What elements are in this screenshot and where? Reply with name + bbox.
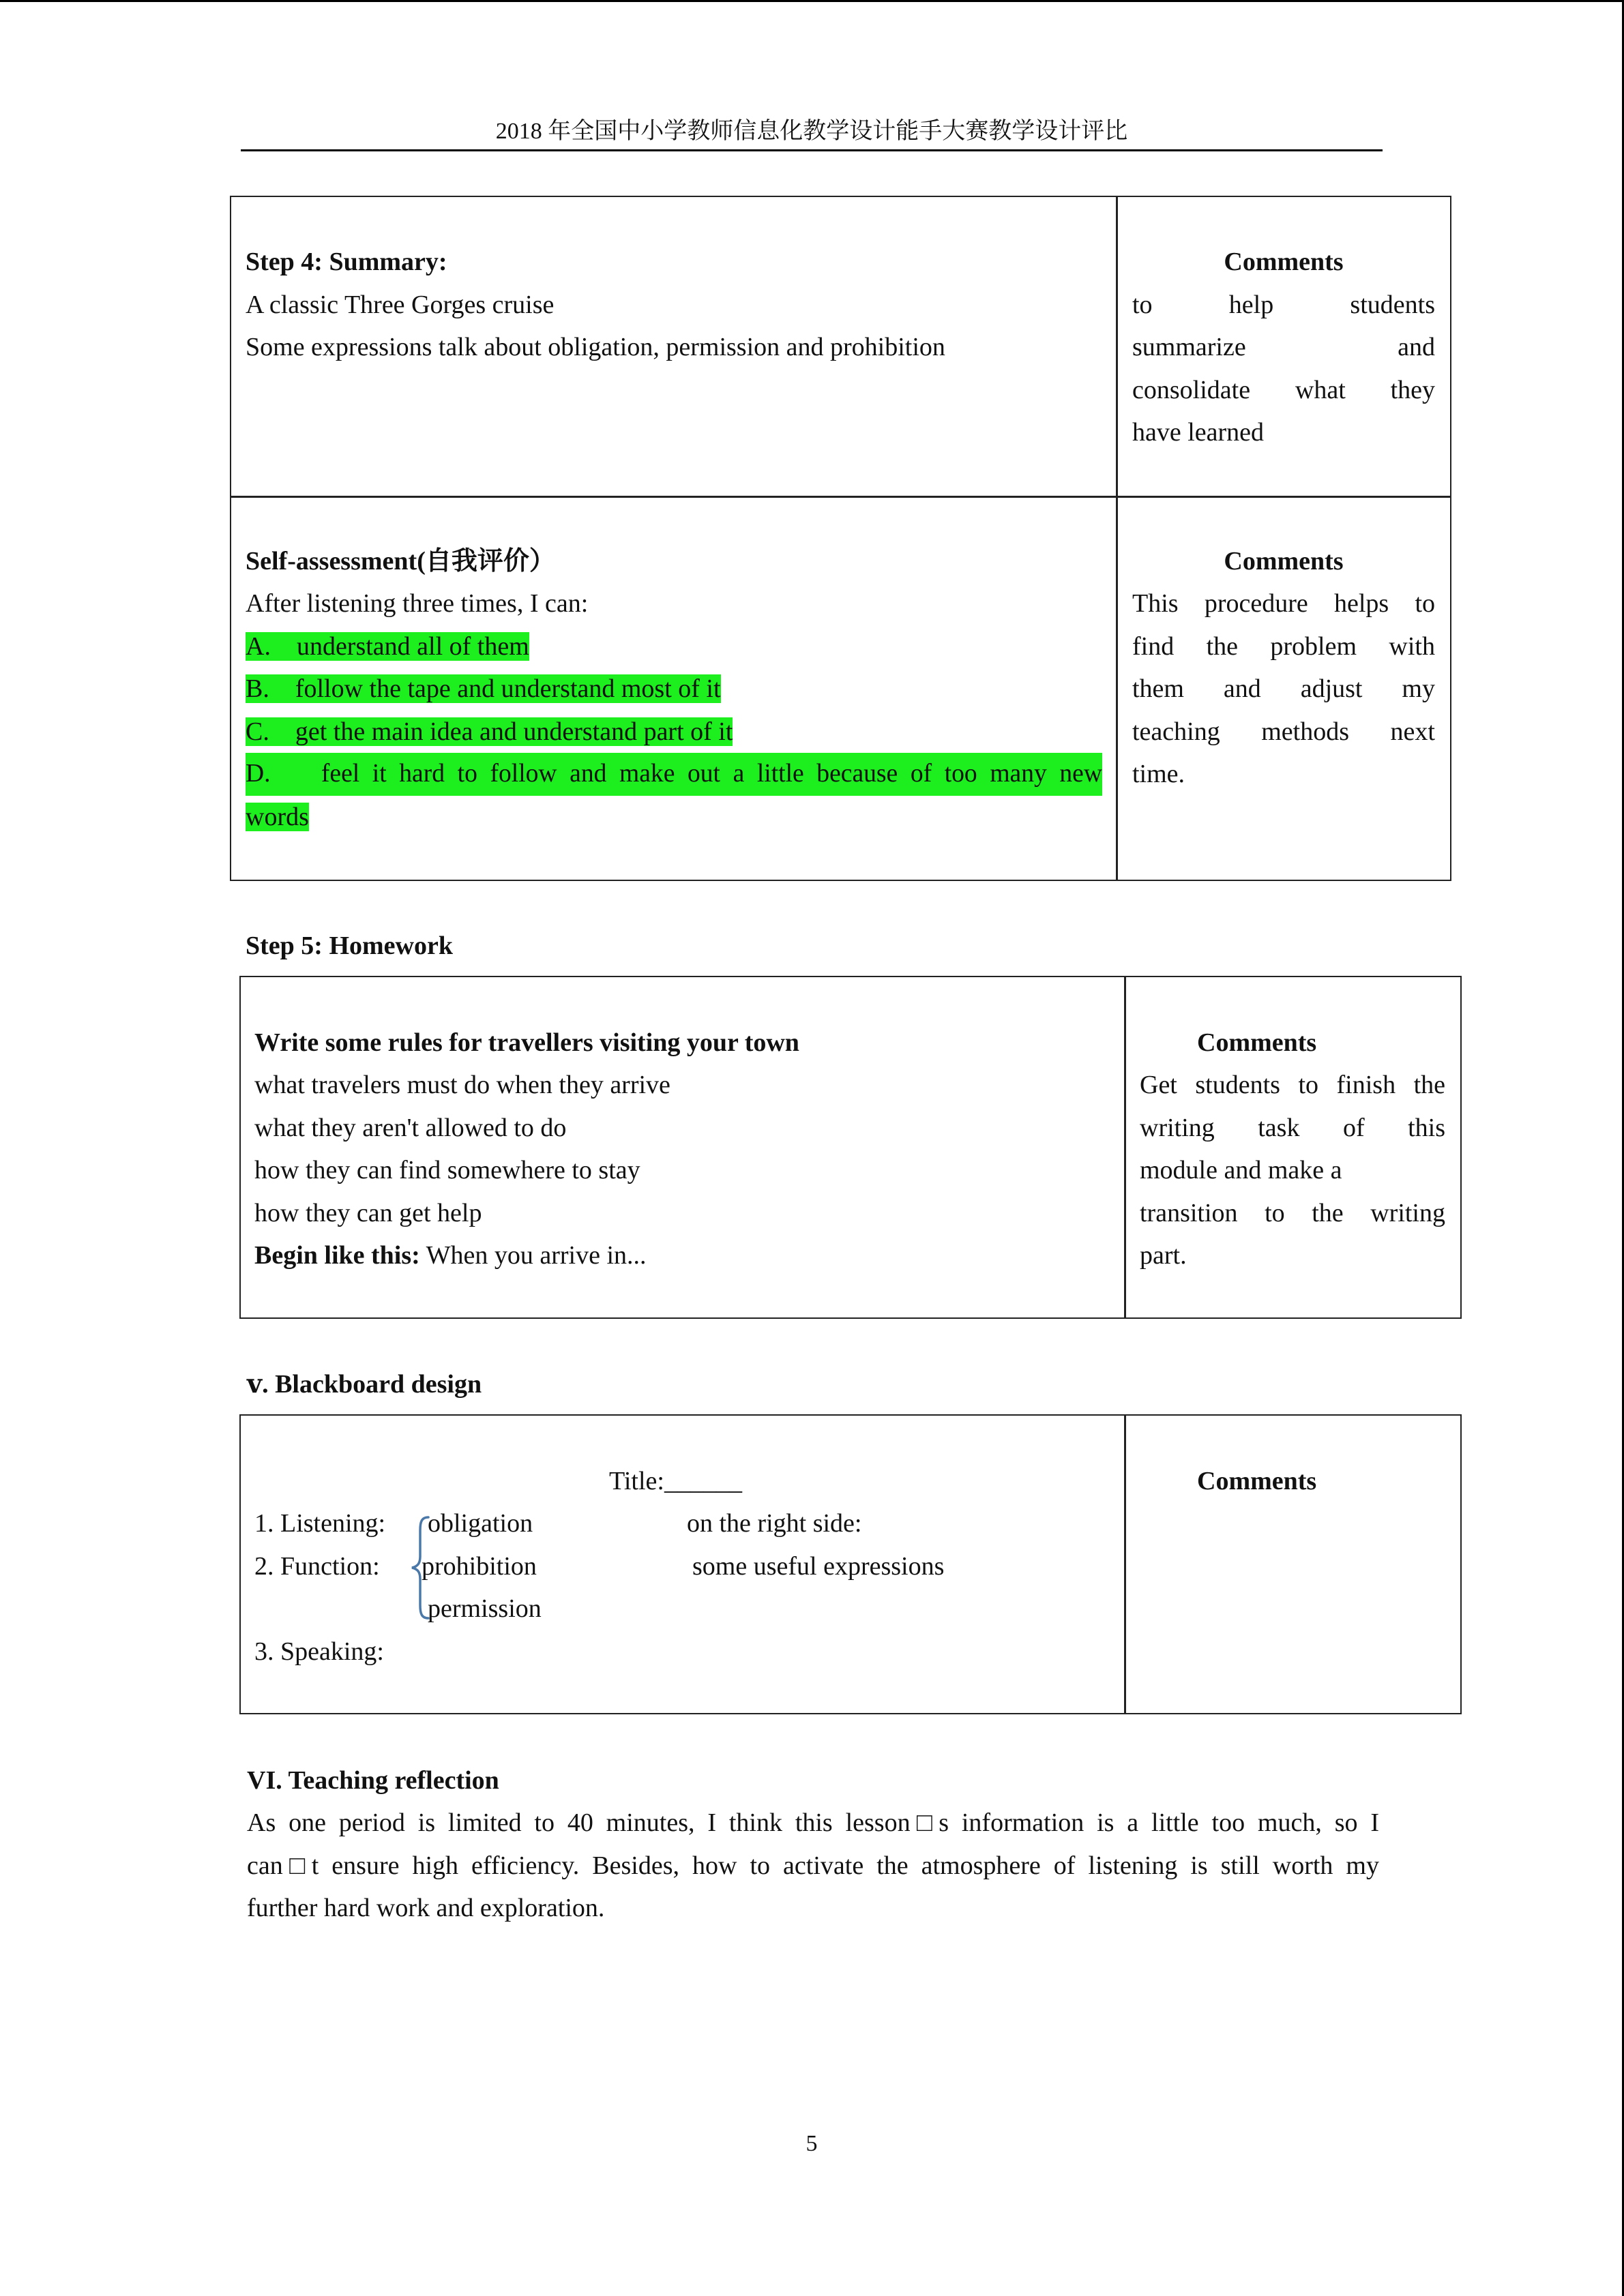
summary-table-row-divider (230, 496, 1451, 498)
option-d: D. feel it hard to follow and make out a little because of too many new (246, 753, 1102, 796)
self-assessment-comment-line-2: find the problem with (1132, 632, 1435, 661)
self-assessment-comment-line-4: teaching methods next (1132, 717, 1435, 746)
homework-line-1: what travelers must do when they arrive (254, 1071, 670, 1099)
homework-line-4: how they can get help (254, 1199, 482, 1227)
self-assessment-intro: After listening three times, I can: (246, 589, 589, 618)
self-assessment-comment-line-3: them and adjust my (1132, 674, 1435, 703)
step4-comment-line-4: have learned (1132, 418, 1265, 447)
option-c-text: C. get the main idea and understand part of it (246, 717, 733, 746)
step4-line-1: A classic Three Gorges cruise (246, 290, 555, 319)
board-item-listening: 1. Listening: (254, 1509, 386, 1538)
homework-begin-label: Begin like this: (254, 1241, 420, 1270)
homework-comments-title: Comments (1197, 1028, 1317, 1057)
homework-begin (254, 1234, 647, 1277)
homework-comment-line-2: writing task of this (1140, 1114, 1445, 1142)
brace-item-obligation: obligation (428, 1509, 533, 1538)
step4-comment-line-3: consolidate what they (1132, 376, 1435, 404)
page-number: 5 (806, 2131, 818, 2156)
self-assessment-comment-line-5: time. (1132, 760, 1185, 788)
option-d-cont-text: words (246, 803, 309, 831)
self-assessment-heading: Self-assessment(自我评价） (246, 547, 555, 576)
header-rule (241, 149, 1383, 151)
blackboard-table-divider (1124, 1414, 1126, 1714)
board-right-line-2: some useful expressions (692, 1552, 945, 1581)
homework-begin-text: When you arrive in... (419, 1241, 647, 1270)
homework-table-divider (1124, 976, 1126, 1319)
board-right-line-1: on the right side: (687, 1509, 862, 1538)
reflection-line-3: further hard work and exploration. (247, 1894, 605, 1922)
step4-comments-title: Comments (1224, 248, 1344, 276)
option-a (246, 625, 529, 668)
reflection-line-2: can□t ensure high efficiency. Besides, how to activate the atmosphere of listening is still worth my (247, 1851, 1379, 1880)
homework-comment-line-1: Get students to finish the (1140, 1071, 1445, 1099)
homework-line-3: how they can find somewhere to stay (254, 1156, 640, 1184)
brace-item-permission: permission (428, 1594, 542, 1623)
option-b (246, 668, 721, 711)
option-c (246, 711, 733, 754)
blackboard-title: ⅴ. Blackboard design (247, 1370, 482, 1399)
homework-heading: Write some rules for travellers visiting your town (254, 1028, 799, 1057)
reflection-title: VI. Teaching reflection (247, 1766, 499, 1795)
board-title: Title:______ (609, 1467, 742, 1495)
blackboard-comments-title: Comments (1197, 1467, 1317, 1495)
self-assessment-comment-line-1: This procedure helps to (1132, 589, 1435, 618)
step4-comment-line-1: to help students (1132, 290, 1435, 319)
board-item-function: 2. Function: (254, 1552, 380, 1581)
step4-heading: Step 4: Summary: (246, 248, 447, 276)
option-d-continued (246, 796, 309, 839)
option-b-text: B. follow the tape and understand most of it (246, 674, 721, 703)
homework-comment-line-3: module and make a (1140, 1156, 1342, 1184)
header-title: 2018 年全国中小学教师信息化教学设计能手大赛教学设计评比 (495, 119, 1128, 144)
self-assessment-comments-title: Comments (1224, 547, 1344, 576)
homework-line-2: what they aren't allowed to do (254, 1114, 567, 1142)
step5-title: Step 5: Homework (246, 931, 453, 960)
step4-line-2: Some expressions talk about obligation, permission and prohibition (246, 333, 945, 361)
summary-table-divider (1116, 196, 1118, 881)
page-top-border (0, 0, 1624, 2)
brace-item-prohibition: prohibition (422, 1552, 537, 1581)
option-a-text: A. understand all of them (246, 632, 529, 661)
reflection-line-1: As one period is limited to 40 minutes, I think this lesson□s information is a little too much, so I (247, 1808, 1379, 1837)
step4-comment-line-2: summarize and (1132, 333, 1435, 361)
homework-comment-line-5: part. (1140, 1241, 1187, 1270)
homework-comment-line-4: transition to the writing (1140, 1199, 1445, 1227)
board-item-speaking: 3. Speaking: (254, 1637, 384, 1666)
